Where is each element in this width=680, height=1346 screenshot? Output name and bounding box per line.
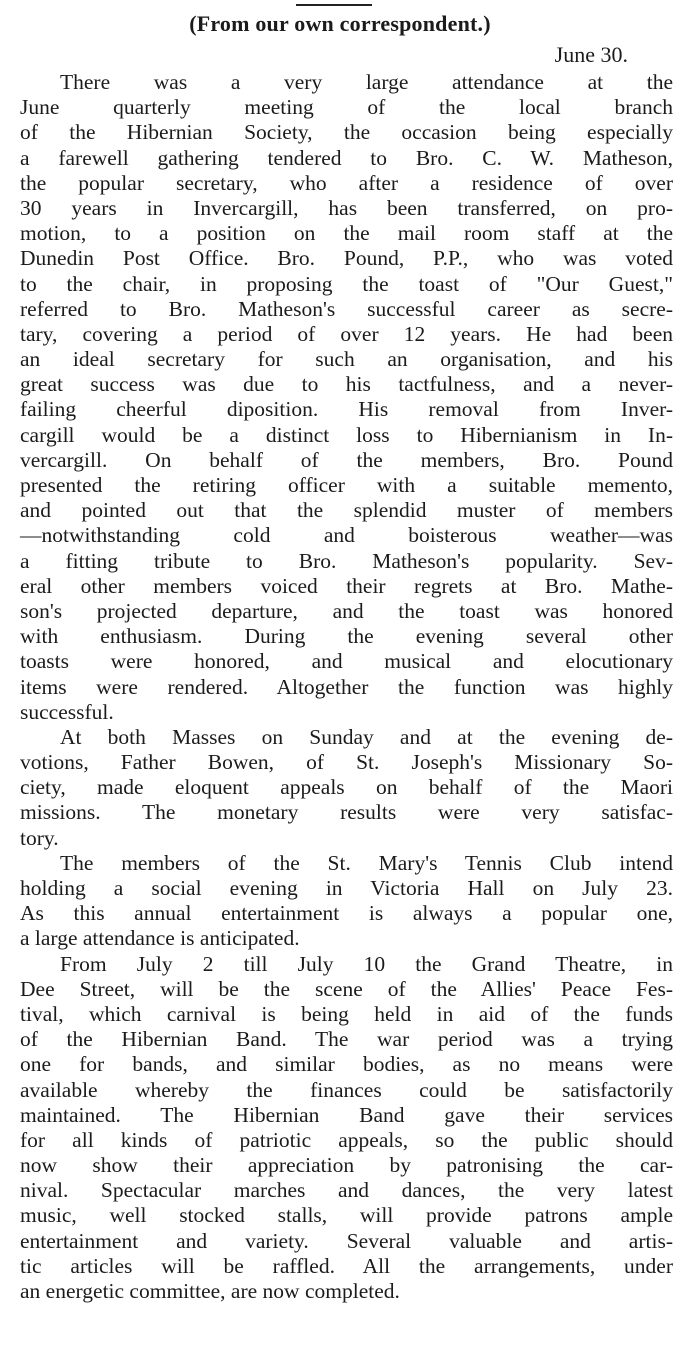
text-line: Dunedin Post Office. Bro. Pound, P.P., who was voted [20, 246, 673, 271]
text-line: to the chair, in proposing the toast of "Our Guest," [20, 271, 673, 296]
text-line: available whereby the finances could be satisfactorily [20, 1077, 673, 1102]
text-line: a fitting tribute to Bro. Matheson's popularity. Sev- [20, 548, 673, 573]
text-line: toasts were honored, and musical and elocutionary [20, 649, 673, 674]
text-line: successful. [20, 699, 114, 724]
article-paragraph [20, 952, 673, 1305]
text-line: failing cheerful diposition. His removal from Inver- [20, 397, 673, 422]
text-line: Dee Street, will be the scene of the Allies' Peace Fes- [20, 976, 673, 1001]
text-line: tic articles will be raffled. All the arrangements, under [20, 1253, 673, 1278]
text-line: referred to Bro. Matheson's successful career as secre- [20, 296, 673, 321]
text-line: maintained. The Hibernian Band gave their services [20, 1102, 673, 1127]
text-line: tival, which carnival is being held in aid of the funds [20, 1001, 673, 1026]
text-line: The members of the St. Mary's Tennis Club intend [60, 850, 673, 875]
text-line: an ideal secretary for such an organisation, and his [20, 347, 673, 372]
text-line: one for bands, and similar bodies, as no means were [20, 1052, 673, 1077]
text-line: eral other members voiced their regrets at Bro. Mathe- [20, 573, 673, 598]
byline-heading: (From our own correspondent.) [189, 11, 491, 36]
text-line: nival. Spectacular marches and dances, the very latest [20, 1178, 673, 1203]
text-line: with enthusiasm. During the evening several other [20, 624, 673, 649]
top-rule [296, 4, 372, 6]
text-line: entertainment and variety. Several valuable and artis- [20, 1228, 673, 1253]
text-line: a large attendance is anticipated. [20, 926, 300, 951]
text-line: great success was due to his tactfulness, and a never- [20, 372, 673, 397]
text-line: At both Masses on Sunday and at the evening de- [60, 724, 673, 749]
text-line: presented the retiring officer with a suitable memento, [20, 473, 673, 497]
article-paragraph [20, 70, 673, 725]
text-line: the popular secretary, who after a residence of over [20, 170, 673, 195]
article-paragraph [20, 725, 673, 851]
text-line: of the Hibernian Society, the occasion being especially [20, 120, 673, 145]
article-body [20, 70, 673, 1304]
text-line: As this annual entertainment is always a popular one, [20, 901, 673, 926]
text-line: holding a social evening in Victoria Hall on July 23. [20, 876, 673, 900]
text-line: votions, Father Bowen, of St. Joseph's Missionary So- [20, 750, 673, 775]
dateline: June 30. [554, 42, 628, 67]
text-line: vercargill. On behalf of the members, Bro. Pound [20, 447, 673, 472]
text-line: From July 2 till July 10 the Grand Theatre, in [60, 951, 673, 976]
text-line: cargill would be a distinct loss to Hibernianism in In- [20, 422, 673, 447]
text-line: and pointed out that the splendid muster of members [20, 498, 673, 523]
text-line: —notwithstanding cold and boisterous weather—was [20, 523, 673, 548]
text-line: missions. The monetary results were very satisfac- [20, 800, 673, 825]
text-line: son's projected departure, and the toast was honored [20, 598, 673, 623]
text-line: for all kinds of patriotic appeals, so the public should [20, 1127, 673, 1152]
text-line: There was a very large attendance at the [60, 70, 673, 94]
text-line: June quarterly meeting of the local branch [20, 95, 673, 120]
text-line: a farewell gathering tendered to Bro. C. W. Matheson, [20, 145, 673, 170]
article-paragraph [20, 851, 673, 952]
text-line: music, well stocked stalls, will provide patrons ample [20, 1203, 673, 1228]
text-line: 30 years in Invercargill, has been transferred, on pro- [20, 195, 673, 220]
text-line: tary, covering a period of over 12 years. He had been [20, 321, 673, 346]
text-line: items were rendered. Altogether the function was highly [20, 674, 673, 699]
text-line: motion, to a position on the mail room staff at the [20, 221, 673, 246]
text-line: ciety, made eloquent appeals on behalf of the Maori [20, 775, 673, 800]
text-line: tory. [20, 825, 59, 850]
text-line: of the Hibernian Band. The war period was a trying [20, 1027, 673, 1052]
text-line: now show their appreciation by patronising the car- [20, 1153, 673, 1178]
text-line: an energetic committee, are now completed. [20, 1279, 400, 1303]
